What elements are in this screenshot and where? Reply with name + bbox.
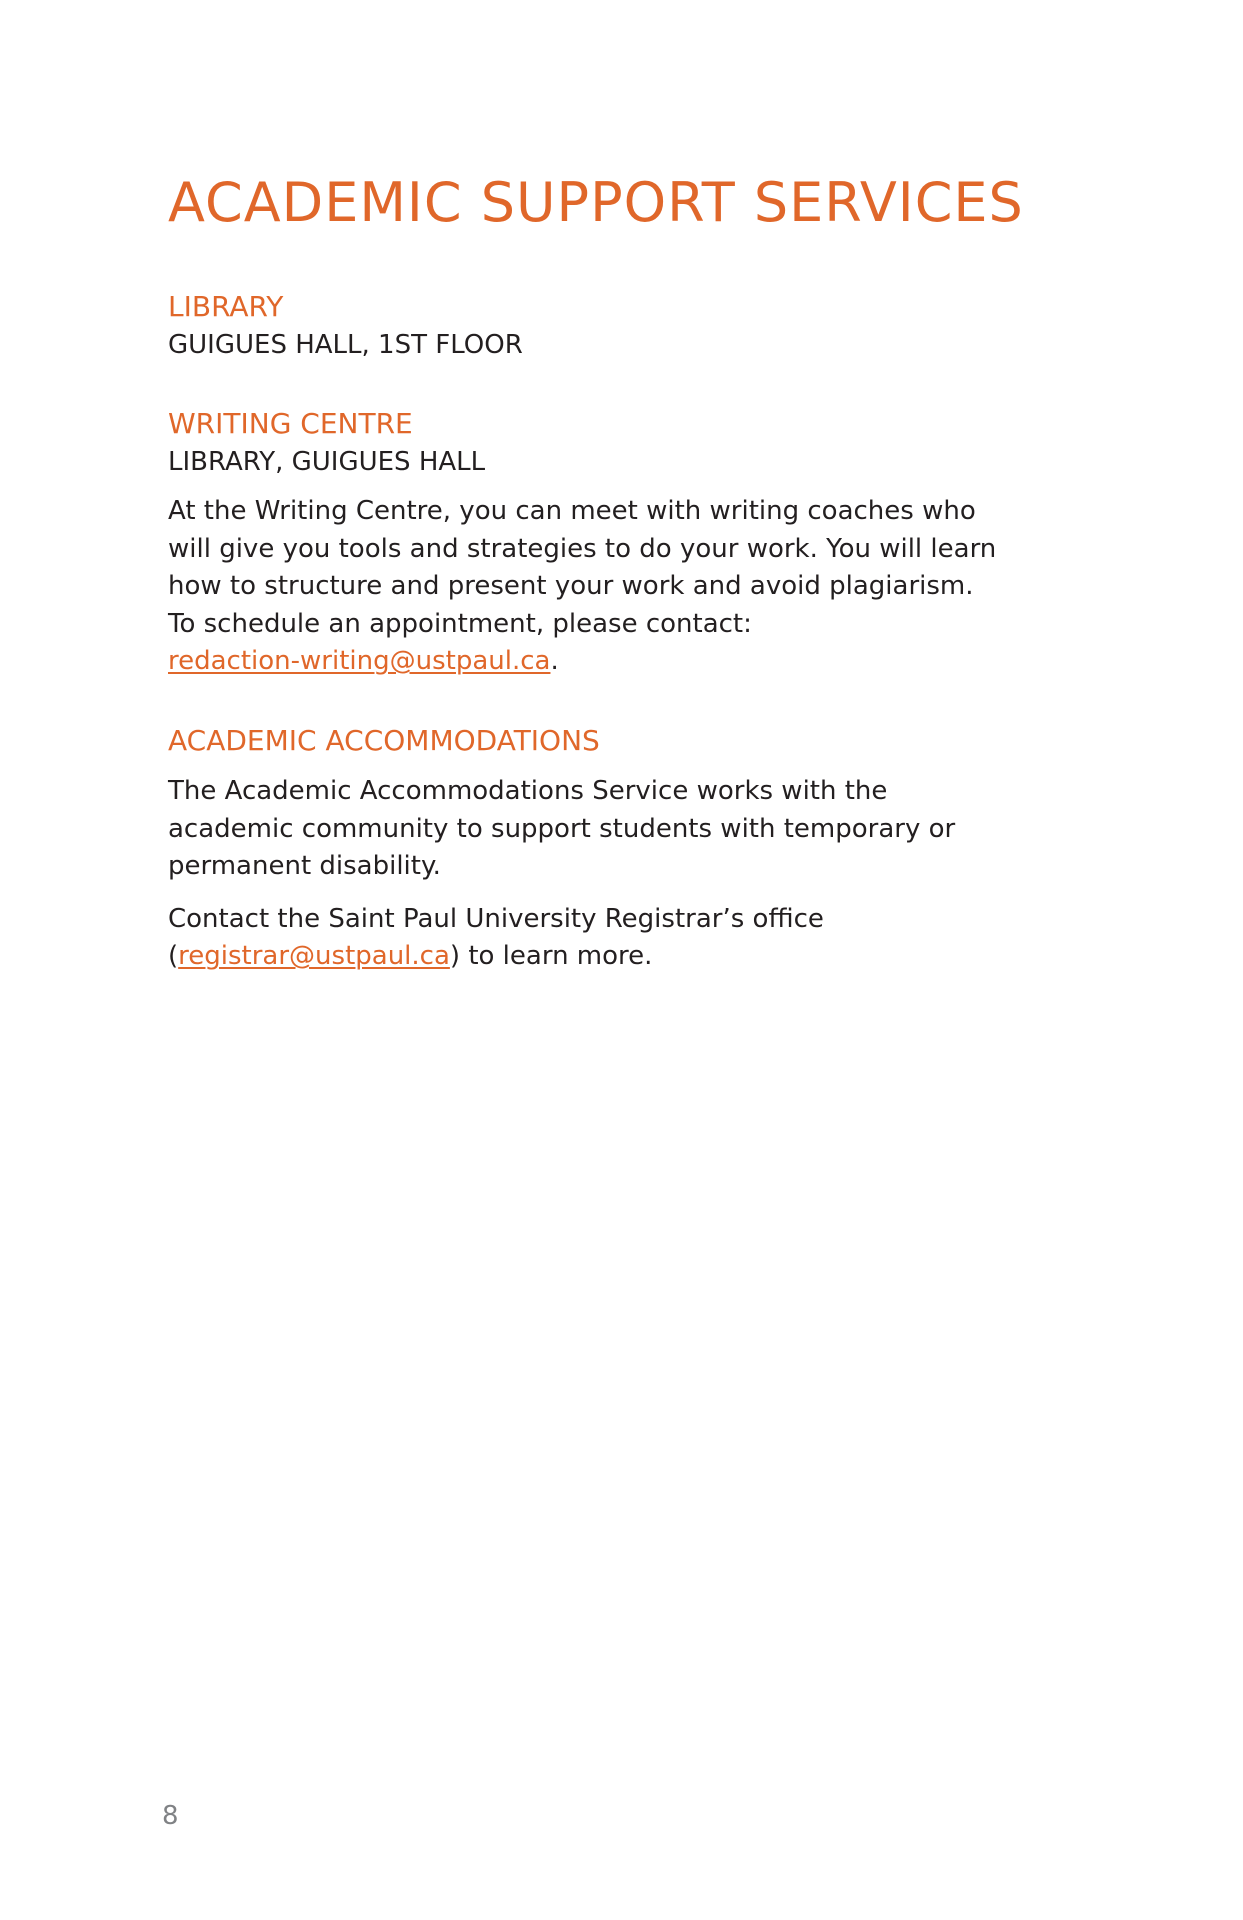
academic-accommodations-section: [168, 722, 1088, 976]
registrar-contact-paragraph: [168, 901, 1088, 976]
paragraph-line: At the Writing Centre, you can meet with writing coaches who: [168, 496, 976, 526]
contact-prefix: (: [168, 941, 179, 971]
writing-centre-location: LIBRARY, GUIGUES HALL: [168, 447, 486, 477]
writing-centre-email-link[interactable]: redaction-writing@ustpaul.ca: [168, 646, 551, 676]
paragraph-line: Contact the Saint Paul University Registrar’s office: [168, 903, 824, 934]
paragraph-line: The Academic Accommodations Service works with the: [168, 776, 888, 806]
paragraph-line: permanent disability.: [168, 851, 441, 881]
paragraph-line: academic community to support students with temporary or: [168, 813, 956, 844]
paragraph-line: To schedule an appointment, please contact:: [168, 608, 752, 639]
registrar-email-line: [168, 938, 1088, 976]
page-title: ACADEMIC SUPPORT SERVICES: [168, 171, 1024, 234]
academic-accommodations-heading: ACADEMIC ACCOMMODATIONS: [168, 724, 600, 757]
library-location: GUIGUES HALL, 1ST FLOOR: [168, 330, 523, 360]
library-heading: LIBRARY: [168, 290, 284, 323]
email-line: [168, 643, 1088, 681]
writing-centre-description: [168, 493, 1088, 681]
paragraph-line: how to structure and present your work and avoid plagiarism.: [168, 571, 974, 601]
contact-suffix: ) to learn more.: [449, 941, 653, 971]
writing-centre-section: [168, 405, 1088, 681]
page-number: 8: [162, 1801, 179, 1831]
paragraph-line: will give you tools and strategies to do your work. You will learn: [168, 533, 997, 564]
writing-centre-heading: WRITING CENTRE: [168, 407, 413, 440]
registrar-email-link[interactable]: registrar@ustpaul.ca: [178, 941, 450, 971]
library-section: [168, 288, 1088, 364]
academic-accommodations-description: [168, 773, 1088, 886]
email-suffix: .: [550, 646, 559, 676]
